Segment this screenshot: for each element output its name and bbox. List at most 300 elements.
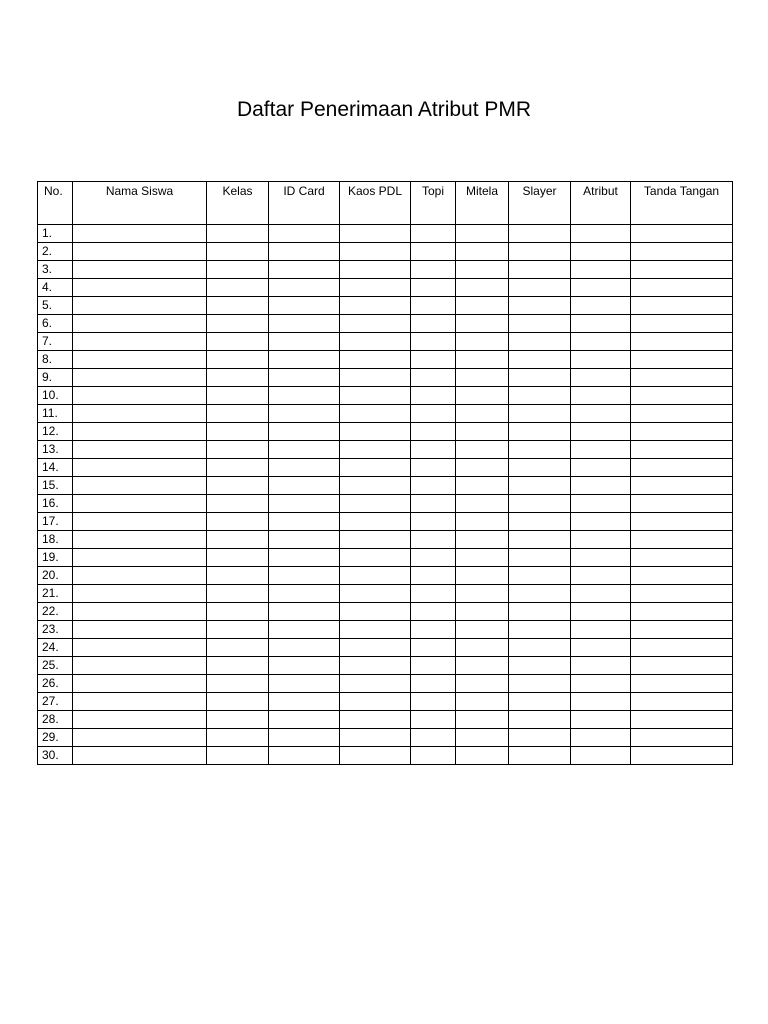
cell-kelas [207, 747, 269, 765]
cell-kaos-pdl [340, 693, 411, 711]
cell-nama-siswa [73, 657, 207, 675]
cell-kelas [207, 261, 269, 279]
header-nama-siswa: Nama Siswa [73, 182, 207, 225]
cell-kelas [207, 657, 269, 675]
cell-nama-siswa [73, 567, 207, 585]
row-number-cell: 26. [38, 675, 73, 693]
header-no: No. [38, 182, 73, 225]
cell-kelas [207, 513, 269, 531]
table-row [38, 621, 733, 639]
cell-nama-siswa [73, 387, 207, 405]
cell-topi [411, 369, 456, 387]
cell-nama-siswa [73, 225, 207, 243]
cell-topi [411, 315, 456, 333]
cell-nama-siswa [73, 279, 207, 297]
cell-kaos-pdl [340, 387, 411, 405]
cell-slayer [509, 351, 571, 369]
cell-tanda-tangan [631, 333, 733, 351]
table-row [38, 747, 733, 765]
cell-id-card [269, 297, 340, 315]
row-number-cell: 7. [38, 333, 73, 351]
cell-kaos-pdl [340, 369, 411, 387]
row-number-cell: 23. [38, 621, 73, 639]
cell-kelas [207, 729, 269, 747]
row-number-cell: 2. [38, 243, 73, 261]
table-row [38, 585, 733, 603]
cell-kelas [207, 423, 269, 441]
cell-kelas [207, 585, 269, 603]
cell-mitela [456, 243, 509, 261]
cell-kelas [207, 639, 269, 657]
table-row [38, 459, 733, 477]
table-row [38, 279, 733, 297]
row-number-cell: 8. [38, 351, 73, 369]
cell-slayer [509, 423, 571, 441]
cell-slayer [509, 315, 571, 333]
cell-mitela [456, 585, 509, 603]
row-number-cell: 18. [38, 531, 73, 549]
cell-kaos-pdl [340, 495, 411, 513]
cell-tanda-tangan [631, 567, 733, 585]
cell-kaos-pdl [340, 585, 411, 603]
cell-tanda-tangan [631, 711, 733, 729]
cell-mitela [456, 351, 509, 369]
cell-id-card [269, 675, 340, 693]
cell-id-card [269, 747, 340, 765]
cell-id-card [269, 387, 340, 405]
row-number-cell: 3. [38, 261, 73, 279]
cell-slayer [509, 225, 571, 243]
cell-slayer [509, 333, 571, 351]
cell-topi [411, 441, 456, 459]
cell-atribut [571, 441, 631, 459]
cell-id-card [269, 549, 340, 567]
cell-kaos-pdl [340, 675, 411, 693]
cell-mitela [456, 639, 509, 657]
cell-atribut [571, 387, 631, 405]
cell-kaos-pdl [340, 405, 411, 423]
cell-kaos-pdl [340, 567, 411, 585]
header-id-card: ID Card [269, 182, 340, 225]
row-number-cell: 30. [38, 747, 73, 765]
cell-slayer [509, 747, 571, 765]
cell-atribut [571, 639, 631, 657]
cell-nama-siswa [73, 297, 207, 315]
cell-kaos-pdl [340, 603, 411, 621]
cell-id-card [269, 621, 340, 639]
cell-kelas [207, 459, 269, 477]
row-number-cell: 4. [38, 279, 73, 297]
cell-topi [411, 693, 456, 711]
table-row [38, 495, 733, 513]
cell-kaos-pdl [340, 225, 411, 243]
cell-slayer [509, 387, 571, 405]
cell-slayer [509, 369, 571, 387]
cell-topi [411, 621, 456, 639]
cell-kaos-pdl [340, 549, 411, 567]
cell-atribut [571, 369, 631, 387]
cell-kaos-pdl [340, 351, 411, 369]
cell-kelas [207, 225, 269, 243]
cell-nama-siswa [73, 549, 207, 567]
cell-mitela [456, 315, 509, 333]
header-tanda-tangan: Tanda Tangan [631, 182, 733, 225]
table-row [38, 675, 733, 693]
cell-mitela [456, 675, 509, 693]
cell-slayer [509, 549, 571, 567]
cell-topi [411, 405, 456, 423]
cell-kaos-pdl [340, 279, 411, 297]
cell-mitela [456, 225, 509, 243]
row-number-cell: 6. [38, 315, 73, 333]
header-atribut: Atribut [571, 182, 631, 225]
cell-tanda-tangan [631, 747, 733, 765]
cell-tanda-tangan [631, 495, 733, 513]
cell-nama-siswa [73, 459, 207, 477]
cell-atribut [571, 405, 631, 423]
cell-kaos-pdl [340, 513, 411, 531]
cell-mitela [456, 603, 509, 621]
cell-topi [411, 423, 456, 441]
cell-kaos-pdl [340, 459, 411, 477]
cell-mitela [456, 693, 509, 711]
cell-kaos-pdl [340, 441, 411, 459]
cell-kelas [207, 315, 269, 333]
cell-kelas [207, 495, 269, 513]
row-number-cell: 12. [38, 423, 73, 441]
cell-id-card [269, 243, 340, 261]
cell-mitela [456, 459, 509, 477]
table-row [38, 477, 733, 495]
cell-mitela [456, 369, 509, 387]
cell-id-card [269, 405, 340, 423]
cell-kelas [207, 567, 269, 585]
cell-mitela [456, 477, 509, 495]
cell-slayer [509, 729, 571, 747]
cell-kelas [207, 531, 269, 549]
cell-nama-siswa [73, 333, 207, 351]
table-row [38, 369, 733, 387]
cell-slayer [509, 585, 571, 603]
cell-atribut [571, 459, 631, 477]
cell-tanda-tangan [631, 261, 733, 279]
row-number-cell: 27. [38, 693, 73, 711]
cell-kelas [207, 603, 269, 621]
header-slayer: Slayer [509, 182, 571, 225]
cell-atribut [571, 657, 631, 675]
cell-id-card [269, 423, 340, 441]
cell-mitela [456, 297, 509, 315]
cell-topi [411, 603, 456, 621]
row-number-cell: 21. [38, 585, 73, 603]
table-row [38, 405, 733, 423]
table-row [38, 261, 733, 279]
row-number-cell: 24. [38, 639, 73, 657]
cell-tanda-tangan [631, 729, 733, 747]
cell-nama-siswa [73, 729, 207, 747]
cell-slayer [509, 279, 571, 297]
cell-atribut [571, 729, 631, 747]
cell-slayer [509, 297, 571, 315]
cell-atribut [571, 225, 631, 243]
cell-tanda-tangan [631, 423, 733, 441]
table-row [38, 351, 733, 369]
cell-id-card [269, 495, 340, 513]
cell-nama-siswa [73, 513, 207, 531]
row-number-cell: 14. [38, 459, 73, 477]
cell-kaos-pdl [340, 477, 411, 495]
cell-kaos-pdl [340, 423, 411, 441]
cell-tanda-tangan [631, 513, 733, 531]
cell-tanda-tangan [631, 585, 733, 603]
cell-slayer [509, 405, 571, 423]
cell-atribut [571, 675, 631, 693]
cell-kelas [207, 333, 269, 351]
row-number-cell: 22. [38, 603, 73, 621]
cell-atribut [571, 531, 631, 549]
cell-topi [411, 567, 456, 585]
row-number-cell: 13. [38, 441, 73, 459]
row-number-cell: 1. [38, 225, 73, 243]
cell-topi [411, 549, 456, 567]
cell-atribut [571, 711, 631, 729]
cell-id-card [269, 477, 340, 495]
cell-tanda-tangan [631, 657, 733, 675]
cell-tanda-tangan [631, 315, 733, 333]
cell-topi [411, 333, 456, 351]
table-row [38, 387, 733, 405]
cell-id-card [269, 729, 340, 747]
cell-atribut [571, 585, 631, 603]
cell-topi [411, 711, 456, 729]
cell-mitela [456, 531, 509, 549]
cell-kelas [207, 297, 269, 315]
cell-nama-siswa [73, 747, 207, 765]
cell-slayer [509, 531, 571, 549]
cell-kelas [207, 369, 269, 387]
cell-atribut [571, 747, 631, 765]
cell-atribut [571, 351, 631, 369]
cell-slayer [509, 495, 571, 513]
cell-topi [411, 531, 456, 549]
table-row [38, 333, 733, 351]
cell-nama-siswa [73, 351, 207, 369]
header-kaos-pdl: Kaos PDL [340, 182, 411, 225]
cell-id-card [269, 441, 340, 459]
row-number-cell: 5. [38, 297, 73, 315]
cell-kelas [207, 405, 269, 423]
cell-slayer [509, 477, 571, 495]
cell-mitela [456, 747, 509, 765]
cell-nama-siswa [73, 693, 207, 711]
cell-kaos-pdl [340, 243, 411, 261]
cell-atribut [571, 549, 631, 567]
table-body [38, 225, 733, 765]
cell-id-card [269, 279, 340, 297]
cell-id-card [269, 261, 340, 279]
cell-atribut [571, 243, 631, 261]
cell-slayer [509, 693, 571, 711]
row-number-cell: 19. [38, 549, 73, 567]
cell-tanda-tangan [631, 279, 733, 297]
cell-topi [411, 495, 456, 513]
row-number-cell: 17. [38, 513, 73, 531]
cell-mitela [456, 441, 509, 459]
cell-atribut [571, 297, 631, 315]
cell-id-card [269, 657, 340, 675]
table-row [38, 243, 733, 261]
cell-tanda-tangan [631, 603, 733, 621]
cell-topi [411, 243, 456, 261]
cell-atribut [571, 495, 631, 513]
cell-slayer [509, 261, 571, 279]
table-row [38, 639, 733, 657]
cell-tanda-tangan [631, 369, 733, 387]
cell-kaos-pdl [340, 261, 411, 279]
cell-mitela [456, 405, 509, 423]
header-kelas: Kelas [207, 182, 269, 225]
cell-id-card [269, 639, 340, 657]
table-row [38, 315, 733, 333]
cell-nama-siswa [73, 369, 207, 387]
cell-nama-siswa [73, 675, 207, 693]
cell-id-card [269, 333, 340, 351]
cell-atribut [571, 603, 631, 621]
cell-topi [411, 297, 456, 315]
cell-topi [411, 675, 456, 693]
cell-topi [411, 477, 456, 495]
cell-atribut [571, 513, 631, 531]
cell-kaos-pdl [340, 729, 411, 747]
row-number-cell: 10. [38, 387, 73, 405]
cell-nama-siswa [73, 711, 207, 729]
header-topi: Topi [411, 182, 456, 225]
cell-kelas [207, 477, 269, 495]
cell-id-card [269, 225, 340, 243]
cell-kaos-pdl [340, 657, 411, 675]
cell-atribut [571, 621, 631, 639]
row-number-cell: 9. [38, 369, 73, 387]
row-number-cell: 28. [38, 711, 73, 729]
cell-kaos-pdl [340, 297, 411, 315]
cell-topi [411, 351, 456, 369]
table-row [38, 657, 733, 675]
row-number-cell: 25. [38, 657, 73, 675]
cell-slayer [509, 657, 571, 675]
cell-slayer [509, 459, 571, 477]
cell-nama-siswa [73, 261, 207, 279]
table-row [38, 549, 733, 567]
cell-slayer [509, 567, 571, 585]
cell-slayer [509, 603, 571, 621]
cell-atribut [571, 333, 631, 351]
table-row [38, 441, 733, 459]
cell-mitela [456, 333, 509, 351]
cell-id-card [269, 351, 340, 369]
table-row [38, 603, 733, 621]
cell-mitela [456, 567, 509, 585]
cell-kaos-pdl [340, 333, 411, 351]
cell-atribut [571, 567, 631, 585]
cell-tanda-tangan [631, 297, 733, 315]
cell-id-card [269, 711, 340, 729]
cell-mitela [456, 549, 509, 567]
cell-slayer [509, 441, 571, 459]
cell-kelas [207, 549, 269, 567]
cell-slayer [509, 513, 571, 531]
table-row [38, 225, 733, 243]
cell-nama-siswa [73, 441, 207, 459]
cell-nama-siswa [73, 603, 207, 621]
cell-topi [411, 639, 456, 657]
row-number-cell: 20. [38, 567, 73, 585]
cell-kelas [207, 693, 269, 711]
cell-mitela [456, 513, 509, 531]
cell-tanda-tangan [631, 477, 733, 495]
table-row [38, 567, 733, 585]
cell-id-card [269, 585, 340, 603]
cell-atribut [571, 315, 631, 333]
cell-nama-siswa [73, 585, 207, 603]
cell-tanda-tangan [631, 639, 733, 657]
cell-atribut [571, 279, 631, 297]
cell-tanda-tangan [631, 441, 733, 459]
page-title: Daftar Penerimaan Atribut PMR [236, 98, 532, 121]
cell-mitela [456, 423, 509, 441]
cell-topi [411, 585, 456, 603]
cell-tanda-tangan [631, 621, 733, 639]
cell-kaos-pdl [340, 315, 411, 333]
cell-kelas [207, 711, 269, 729]
cell-slayer [509, 639, 571, 657]
cell-tanda-tangan [631, 675, 733, 693]
cell-nama-siswa [73, 621, 207, 639]
cell-topi [411, 261, 456, 279]
cell-tanda-tangan [631, 549, 733, 567]
cell-kelas [207, 441, 269, 459]
cell-id-card [269, 315, 340, 333]
cell-id-card [269, 459, 340, 477]
cell-tanda-tangan [631, 351, 733, 369]
cell-tanda-tangan [631, 693, 733, 711]
cell-slayer [509, 621, 571, 639]
cell-mitela [456, 387, 509, 405]
cell-tanda-tangan [631, 243, 733, 261]
cell-kelas [207, 675, 269, 693]
table-row [38, 729, 733, 747]
header-mitela: Mitela [456, 182, 509, 225]
cell-nama-siswa [73, 495, 207, 513]
cell-id-card [269, 531, 340, 549]
cell-tanda-tangan [631, 225, 733, 243]
cell-tanda-tangan [631, 405, 733, 423]
table-row [38, 297, 733, 315]
cell-kelas [207, 351, 269, 369]
cell-kelas [207, 621, 269, 639]
cell-kaos-pdl [340, 747, 411, 765]
cell-nama-siswa [73, 531, 207, 549]
cell-nama-siswa [73, 477, 207, 495]
cell-topi [411, 387, 456, 405]
cell-mitela [456, 261, 509, 279]
table-row [38, 531, 733, 549]
cell-slayer [509, 675, 571, 693]
cell-id-card [269, 513, 340, 531]
cell-kelas [207, 243, 269, 261]
cell-topi [411, 657, 456, 675]
row-number-cell: 11. [38, 405, 73, 423]
cell-tanda-tangan [631, 459, 733, 477]
